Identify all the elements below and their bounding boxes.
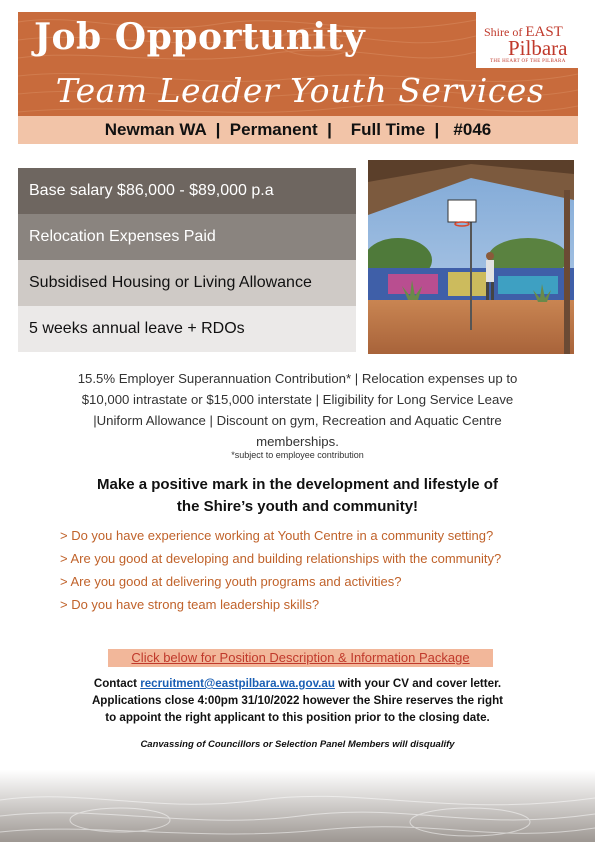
headline (60, 474, 535, 518)
logo-line-1: Shire of EAST (484, 24, 563, 40)
job-details: Newman WA | Permanent | Full Time | #046 (104, 120, 492, 139)
logo-line-2: Pilbara (508, 36, 568, 60)
job-title: Team Leader Youth Services (55, 71, 545, 110)
highlight-leave: 5 weeks annual leave + RDOs (18, 306, 356, 352)
contact-line-2: Applications close 4:00pm 31/10/2022 however the Shire reserves the right (91, 694, 504, 707)
page-title: Job Opportunity (34, 16, 366, 58)
position-description-link[interactable]: Click below for Position Description & Information Package (131, 650, 470, 665)
youth-centre-photo (368, 160, 574, 354)
question-item: > Are you good at delivering youth programs and activities? (60, 574, 402, 589)
highlight-relocation: Relocation Expenses Paid (18, 214, 356, 260)
question-item: > Are you good at developing and building relationships with the community? (60, 551, 502, 566)
disclaimer: Canvassing of Councillors or Selection Panel Members will disqualify (140, 739, 455, 750)
logo-tagline: THE HEART OF THE PILBARA (490, 59, 566, 64)
headline-line-2: the Shire’s youth and community! (176, 498, 419, 515)
highlight-housing: Subsidised Housing or Living Allowance (18, 260, 356, 306)
email-link[interactable]: recruitment@eastpilbara.wa.gov.au (140, 677, 335, 690)
question-item: > Do you have strong team leadership skills? (60, 597, 320, 612)
footnote: *subject to employee contribution (231, 450, 364, 460)
benefits-text: 15.5% Employer Superannuation Contribution* | Relocation expenses up to $10,000 intrastate or $15,000 interstate | Eligibility for Long Service Leave |Uniform Allowance | Discount on gym, Recreation and Aquatic Centre memberships. (77, 371, 518, 449)
headline-line-1: Make a positive mark in the development and lifestyle of (97, 476, 498, 493)
highlight-salary: Base salary $86,000 - $89,000 p.a (18, 168, 356, 214)
question-item: > Do you have experience working at Youth Centre in a community setting? (60, 528, 494, 543)
contact-info (60, 675, 535, 726)
contact-line-1: Contact recruitment@eastpilbara.wa.gov.au with your CV and cover letter. (93, 677, 502, 690)
contact-line-3: to appoint the right applicant to this position prior to the closing date. (105, 711, 490, 724)
footer-decoration (0, 770, 595, 842)
